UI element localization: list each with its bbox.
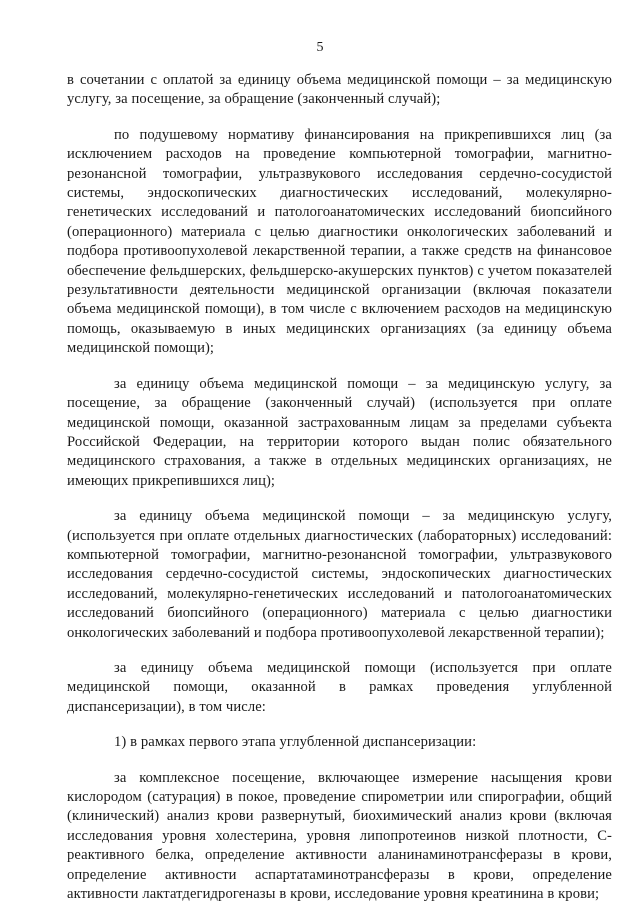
page-number: 5 bbox=[316, 40, 324, 55]
paragraph-unit-volume-dispensary: за единицу объема медицинской помощи (используется при оплате медицинской помощи, оказанной в рамках проведения углубленной диспансеризации), в том числе: bbox=[67, 659, 612, 715]
paragraph-unit-volume-service: за единицу объема медицинской помощи – за медицинскую услугу, за посещение, за обращение (законченный случай) (используется при оплате медицинской помощи, оказанной застрахованным лицам за пределами субъекта Российской Федерации, на территории которого выдан полис обязательного медицинского страхования, а также в отдельных медицинских организациях, не имеющих прикрепившихся лиц); bbox=[67, 375, 612, 489]
paragraph-capitation-norm: по подушевому нормативу финансирования на прикрепившихся лиц (за исключением расходов на проведение компьютерной томографии, магнитно-резонансной томографии, ультразвукового исследования сердечно-сосудистой системы, эндоскопических диагностических исследований, молекулярно-генетических исследований и патологоанатомических исследований биопсийного (операционного) материала с целью диагностики онкологических заболеваний и подбора противоопухолевой лекарственной терапии, а также средств на финансовое обеспечение фельдшерских, фельдшерско-акушерских пунктов) с учетом показателей результативности деятельности медицинской организации (включая показатели объема медицинской помощи), в том числе с включением расходов на медицинскую помощь, оказываемую в иных медицинских организациях (за единицу объема медицинской помощи); bbox=[67, 126, 612, 357]
paragraph-first-stage: 1) в рамках первого этапа углубленной диспансеризации: bbox=[114, 734, 477, 751]
document-body bbox=[67, 71, 612, 920]
paragraph-unit-volume-diagnostics: за единицу объема медицинской помощи – за медицинскую услугу, (используется при оплате отдельных диагностических (лабораторных) исследований: компьютерной томографии, магнитно-резонансной томографии, ультразвукового исследования сердечно-сосудистой системы, эндоскопических диагностических исследований, молекулярно-генетических исследований и патологоанатомических исследований биопсийного (операционного) материала с целью диагностики онкологических заболеваний и подбора противоопухолевой лекарственной терапии); bbox=[67, 508, 612, 641]
paragraph-complex-visit: за комплексное посещение, включающее измерение насыщения крови кислородом (сатурация) в покое, проведение спирометрии или спирографии, общий (клинический) анализ крови развернутый, биохимический анализ крови (включая исследования уровня холестерина, уровня липопротеинов низкой плотности, С-реактивного белка, определение активности аланинаминотрансферазы в крови, определение активности аспартатаминотрансферазы в крови, определение активности лактатдегидрогеназы в крови, исследование уровня креатинина в крови; bbox=[67, 769, 612, 903]
paragraph-continuation: в сочетании с оплатой за единицу объема медицинской помощи – за медицинскую услугу, за посещение, за обращение (законченный случай); bbox=[67, 72, 612, 108]
